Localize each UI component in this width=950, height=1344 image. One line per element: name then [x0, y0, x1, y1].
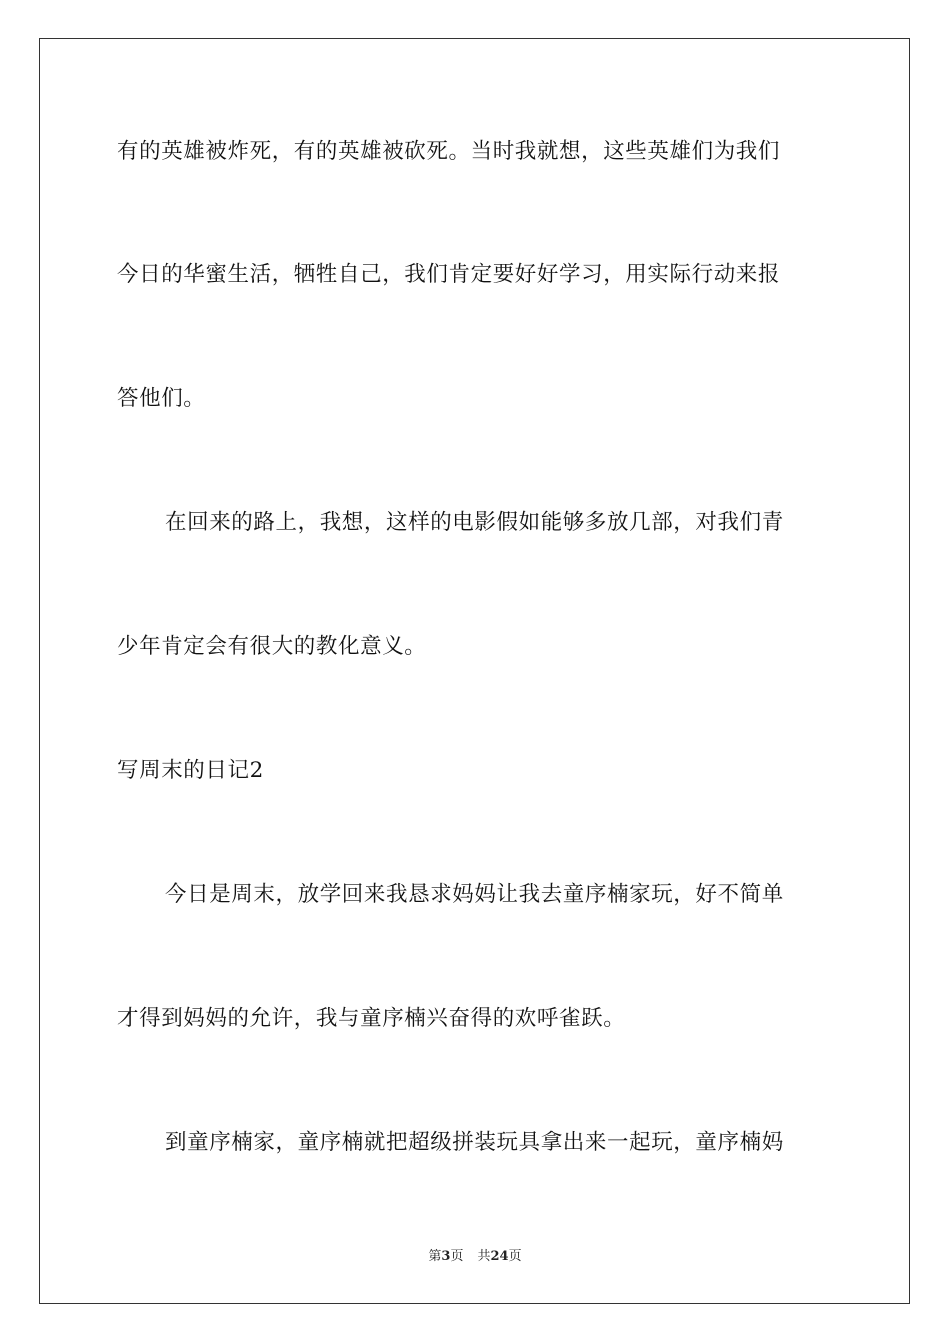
page-suffix: 页: [450, 1249, 464, 1264]
text-line: 今日的华蜜生活，牺牲自己，我们肯定要好好学习，用实际行动来报: [117, 262, 781, 287]
page-border: [39, 38, 910, 1304]
text-line: 答他们。: [117, 386, 206, 411]
section-heading: 写周末的日记2: [117, 758, 264, 783]
page-prefix: 第: [428, 1249, 442, 1264]
paragraph-start-line: 到童序楠家，童序楠就把超级拼装玩具拿出来一起玩，童序楠妈: [165, 1130, 784, 1155]
total-suffix: 页: [508, 1249, 522, 1264]
text-line: 少年肯定会有很大的教化意义。: [117, 634, 427, 659]
text-line: 才得到妈妈的允许，我与童序楠兴奋得的欢呼雀跃。: [117, 1006, 626, 1031]
total-prefix: 共: [477, 1249, 491, 1264]
page-number: 3: [441, 1249, 451, 1264]
page-footer: [0, 1248, 950, 1266]
text-line: 有的英雄被炸死，有的英雄被砍死。当时我就想，这些英雄们为我们: [117, 139, 781, 164]
total-pages: 24: [490, 1249, 509, 1264]
paragraph-start-line: 今日是周末，放学回来我恳求妈妈让我去童序楠家玩，好不简单: [165, 882, 784, 907]
paragraph-start-line: 在回来的路上，我想，这样的电影假如能够多放几部，对我们青: [165, 510, 784, 535]
